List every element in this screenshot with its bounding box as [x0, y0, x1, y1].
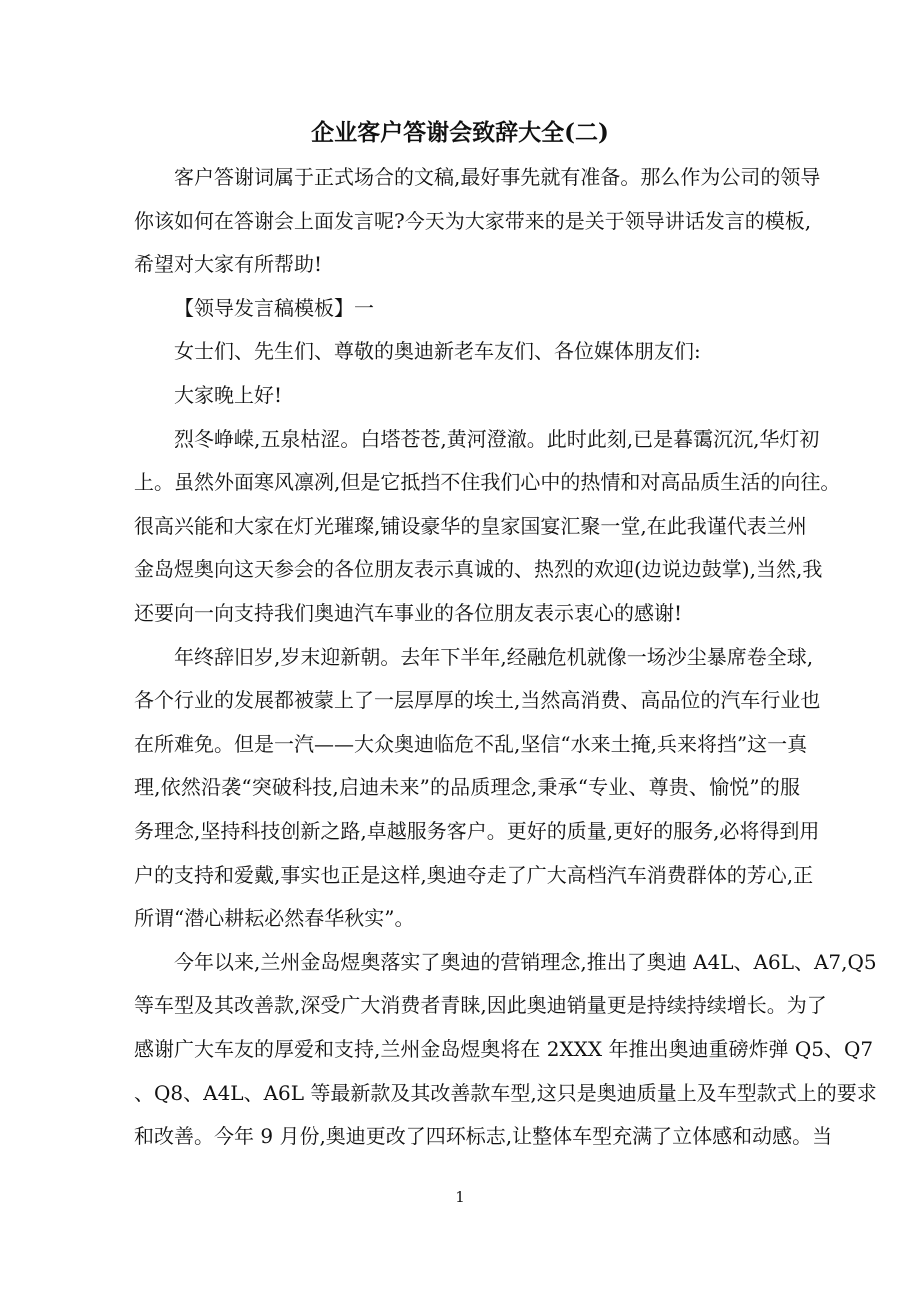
text-line: 感谢广大车友的厚爱和支持,兰州金岛煜奥将在 2XXX 年推出奥迪重磅炸弹 Q5、Q7 — [134, 1037, 874, 1061]
text-line: 大家晚上好! — [174, 383, 283, 407]
text-line: 上。虽然外面寒风凛冽,但是它抵挡不住我们心中的热情和对高品质生活的向往。 — [134, 470, 841, 495]
text-line: 你该如何在答谢会上面发言呢?今天为大家带来的是关于领导讲话发言的模板, — [134, 208, 812, 233]
text-line: 今年以来,兰州金岛煜奥落实了奥迪的营销理念,推出了奥迪 A4L、A6L、A7,Q5 — [174, 949, 877, 974]
text-line: 客户答谢词属于正式场合的文稿,最好事先就有准备。那么作为公司的领导 — [174, 165, 821, 189]
text-line: 务理念,坚持科技创新之路,卓越服务客户。更好的质量,更好的服务,必将得到用 — [134, 819, 820, 843]
text-line: 理,依然沿袭“突破科技,启迪未来”的品质理念,秉承“专业、尊贵、愉悦”的服 — [134, 775, 800, 800]
text-line: 年终辞旧岁,岁末迎新朝。去年下半年,经融危机就像一场沙尘暴席卷全球, — [174, 644, 814, 669]
text-line: 金岛煜奥向这天参会的各位朋友表示真诚的、热烈的欢迎(边说边鼓掌),当然,我 — [134, 557, 823, 582]
text-line: 希望对大家有所帮助! — [134, 252, 323, 277]
text-line: 很高兴能和大家在灯光璀璨,铺设豪华的皇家国宴汇聚一堂,在此我谨代表兰州 — [134, 513, 807, 538]
document-title: 企业客户答谢会致辞大全(二) — [311, 119, 609, 146]
text-line: 所谓“潜心耕耘必然春华秋实”。 — [134, 906, 415, 931]
text-line: 等车型及其改善款,深受广大消费者青睐,因此奥迪销量更是持续持续增长。为了 — [134, 993, 827, 1018]
text-line: 和改善。今年 9 月份,奥迪更改了四环标志,让整体车型充满了立体感和动感。当 — [134, 1124, 833, 1149]
text-line: 【领导发言稿模板】一 — [174, 295, 374, 320]
text-line: 在所难免。但是一汽——大众奥迪临危不乱,坚信“水来土掩,兵来将挡”这一真 — [134, 731, 808, 756]
text-line: 烈冬峥嵘,五泉枯涩。白塔苍苍,黄河澄澈。此时此刻,已是暮霭沉沉,华灯初 — [174, 426, 820, 451]
text-line: 还要向一向支持我们奥迪汽车事业的各位朋友表示衷心的感谢! — [134, 601, 683, 625]
text-line: 女士们、先生们、尊敬的奥迪新老车友们、各位媒体朋友们: — [174, 339, 701, 364]
text-line: 户的支持和爱戴,事实也正是这样,奥迪夺走了广大高档汽车消费群体的芳心,正 — [134, 862, 814, 887]
page-number: 1 — [455, 1188, 465, 1206]
text-line: 各个行业的发展都被蒙上了一层厚厚的埃土,当然高消费、高品位的汽车行业也 — [134, 688, 821, 713]
text-line: 、Q8、A4L、A6L 等最新款及其改善款车型,这只是奥迪质量上及车型款式上的要求 — [134, 1080, 877, 1105]
